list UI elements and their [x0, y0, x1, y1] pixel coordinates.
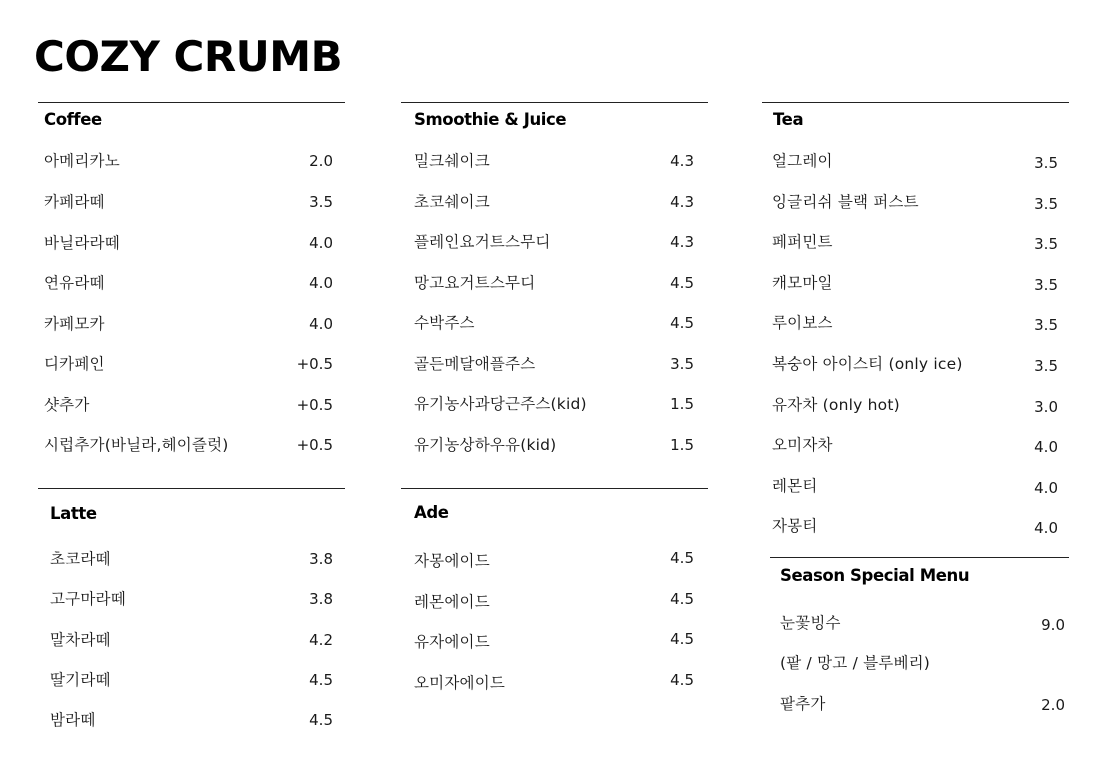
item-name: 시럽추가(바닐라,헤이즐럿) — [44, 436, 229, 454]
item-price: 4.5 — [670, 630, 694, 648]
item-name: 말차라떼 — [50, 631, 111, 649]
item-price: 4.0 — [1034, 438, 1058, 456]
item-price: 3.5 — [1034, 276, 1058, 294]
item-price: 4.5 — [670, 590, 694, 608]
section-divider — [38, 488, 345, 489]
section-divider — [401, 488, 708, 489]
menu-item — [44, 190, 333, 214]
menu-item — [44, 149, 333, 173]
item-price: 4.3 — [670, 152, 694, 170]
menu-item — [780, 611, 1065, 635]
menu-item — [414, 630, 694, 654]
item-name: 유자에이드 — [414, 633, 490, 651]
item-name: 초코라떼 — [50, 550, 111, 568]
item-name: 캐모마일 — [772, 274, 833, 292]
item-name: 유기농사과당근주스(kid) — [414, 395, 587, 413]
menu-item — [44, 312, 333, 336]
item-price: 3.5 — [1034, 235, 1058, 253]
menu-item — [50, 668, 333, 692]
item-price: 4.3 — [670, 193, 694, 211]
item-name: 자몽티 — [772, 517, 818, 535]
menu-item — [772, 393, 1058, 417]
section-latte — [38, 488, 345, 738]
menu-item — [44, 352, 333, 376]
menu-item — [414, 149, 694, 173]
item-price: 4.0 — [309, 274, 333, 292]
menu-item — [780, 692, 1065, 716]
menu-item — [772, 190, 1058, 214]
item-price: 4.5 — [670, 671, 694, 689]
item-note: (팥 / 망고 / 블루베리) — [780, 654, 931, 672]
section-divider — [401, 102, 708, 103]
item-price: 3.8 — [309, 550, 333, 568]
item-name: 팥추가 — [780, 695, 826, 713]
item-name: 오미자차 — [772, 436, 833, 454]
menu-item — [414, 271, 694, 295]
section-title-smoothie-juice: Smoothie & Juice — [414, 110, 567, 129]
item-price: 3.0 — [1034, 398, 1058, 416]
menu-item — [772, 230, 1058, 254]
item-price: 3.5 — [670, 355, 694, 373]
item-name: 유자차 (only hot) — [772, 396, 900, 414]
item-name: 카페라떼 — [44, 193, 105, 211]
item-price: +0.5 — [296, 436, 333, 454]
menu-item — [50, 587, 333, 611]
item-name: 망고요거트스무디 — [414, 274, 536, 292]
item-price: +0.5 — [296, 355, 333, 373]
item-name: 밀크쉐이크 — [414, 152, 490, 170]
item-name: 고구마라떼 — [50, 590, 126, 608]
menu-item — [772, 149, 1058, 173]
item-name: 눈꽃빙수 — [780, 614, 841, 632]
section-tea — [762, 102, 1069, 547]
menu-item — [44, 231, 333, 255]
item-name: 루이보스 — [772, 314, 833, 332]
item-price: 2.0 — [309, 152, 333, 170]
item-name: 레몬에이드 — [414, 593, 490, 611]
item-price: 4.5 — [670, 274, 694, 292]
menu-item — [414, 590, 694, 614]
item-price: 9.0 — [1041, 616, 1065, 634]
item-name: 골든메달애플주스 — [414, 355, 536, 373]
section-title-season-special: Season Special Menu — [780, 566, 970, 585]
item-price: 1.5 — [670, 395, 694, 413]
section-divider — [762, 102, 1069, 103]
menu-item — [772, 311, 1058, 335]
menu-item — [772, 474, 1058, 498]
item-name: 샷추가 — [44, 396, 90, 414]
menu-item — [414, 190, 694, 214]
item-price: 4.0 — [1034, 479, 1058, 497]
item-price: 4.2 — [309, 631, 333, 649]
section-title-coffee: Coffee — [44, 110, 102, 129]
item-price: 4.3 — [670, 233, 694, 251]
item-name: 바닐라라떼 — [44, 234, 120, 252]
item-price: 4.5 — [309, 671, 333, 689]
section-title-tea: Tea — [773, 110, 804, 129]
menu-item — [772, 271, 1058, 295]
item-price: 1.5 — [670, 436, 694, 454]
item-price: 3.5 — [1034, 195, 1058, 213]
item-name: 아메리카노 — [44, 152, 120, 170]
item-price: 4.0 — [309, 315, 333, 333]
item-price: 4.0 — [309, 234, 333, 252]
item-name: 플레인요거트스무디 — [414, 233, 551, 251]
section-title-ade: Ade — [414, 503, 449, 522]
menu-item — [50, 708, 333, 732]
menu-item — [772, 514, 1058, 538]
menu-item — [44, 433, 333, 457]
section-divider — [38, 102, 345, 103]
item-name: 레몬티 — [772, 477, 818, 495]
item-price: 3.5 — [1034, 357, 1058, 375]
item-name: 밤라떼 — [50, 711, 96, 729]
item-name: 유기농상하우유(kid) — [414, 436, 557, 454]
menu-item — [772, 352, 1058, 376]
brand-logo: COZY CRUMB — [34, 32, 343, 81]
item-name: 잉글리쉬 블랙 퍼스트 — [772, 193, 919, 211]
item-name: 딸기라떼 — [50, 671, 111, 689]
menu-item — [414, 352, 694, 376]
section-season-special — [770, 557, 1069, 722]
item-name: 자몽에이드 — [414, 552, 490, 570]
section-ade — [401, 488, 708, 708]
item-price: 3.8 — [309, 590, 333, 608]
menu-item — [414, 671, 694, 695]
item-price: 2.0 — [1041, 696, 1065, 714]
item-price: 4.5 — [670, 549, 694, 567]
menu-item — [414, 392, 694, 416]
section-title-latte: Latte — [50, 504, 97, 523]
item-name: 얼그레이 — [772, 152, 833, 170]
item-name: 오미자에이드 — [414, 674, 506, 692]
item-price: 4.0 — [1034, 519, 1058, 537]
item-name: 복숭아 아이스티 (only ice) — [772, 355, 963, 373]
item-price: 3.5 — [1034, 316, 1058, 334]
item-price: 3.5 — [309, 193, 333, 211]
menu-item-note — [780, 651, 1065, 675]
section-coffee — [38, 102, 345, 462]
item-price: +0.5 — [296, 396, 333, 414]
menu-item — [414, 549, 694, 573]
menu-item — [50, 628, 333, 652]
section-smoothie-juice — [401, 102, 708, 462]
menu-item — [772, 433, 1058, 457]
menu-item — [414, 230, 694, 254]
item-price: 3.5 — [1034, 154, 1058, 172]
menu-item — [414, 433, 694, 457]
menu-item — [44, 393, 333, 417]
item-price: 4.5 — [309, 711, 333, 729]
menu-item — [50, 547, 333, 571]
item-name: 수박주스 — [414, 314, 475, 332]
item-name: 초코쉐이크 — [414, 193, 490, 211]
section-divider — [770, 557, 1069, 558]
item-name: 디카페인 — [44, 355, 105, 373]
item-name: 카페모카 — [44, 315, 105, 333]
item-price: 4.5 — [670, 314, 694, 332]
item-name: 연유라떼 — [44, 274, 105, 292]
item-name: 페퍼민트 — [772, 233, 833, 251]
menu-item — [44, 271, 333, 295]
menu-item — [414, 311, 694, 335]
